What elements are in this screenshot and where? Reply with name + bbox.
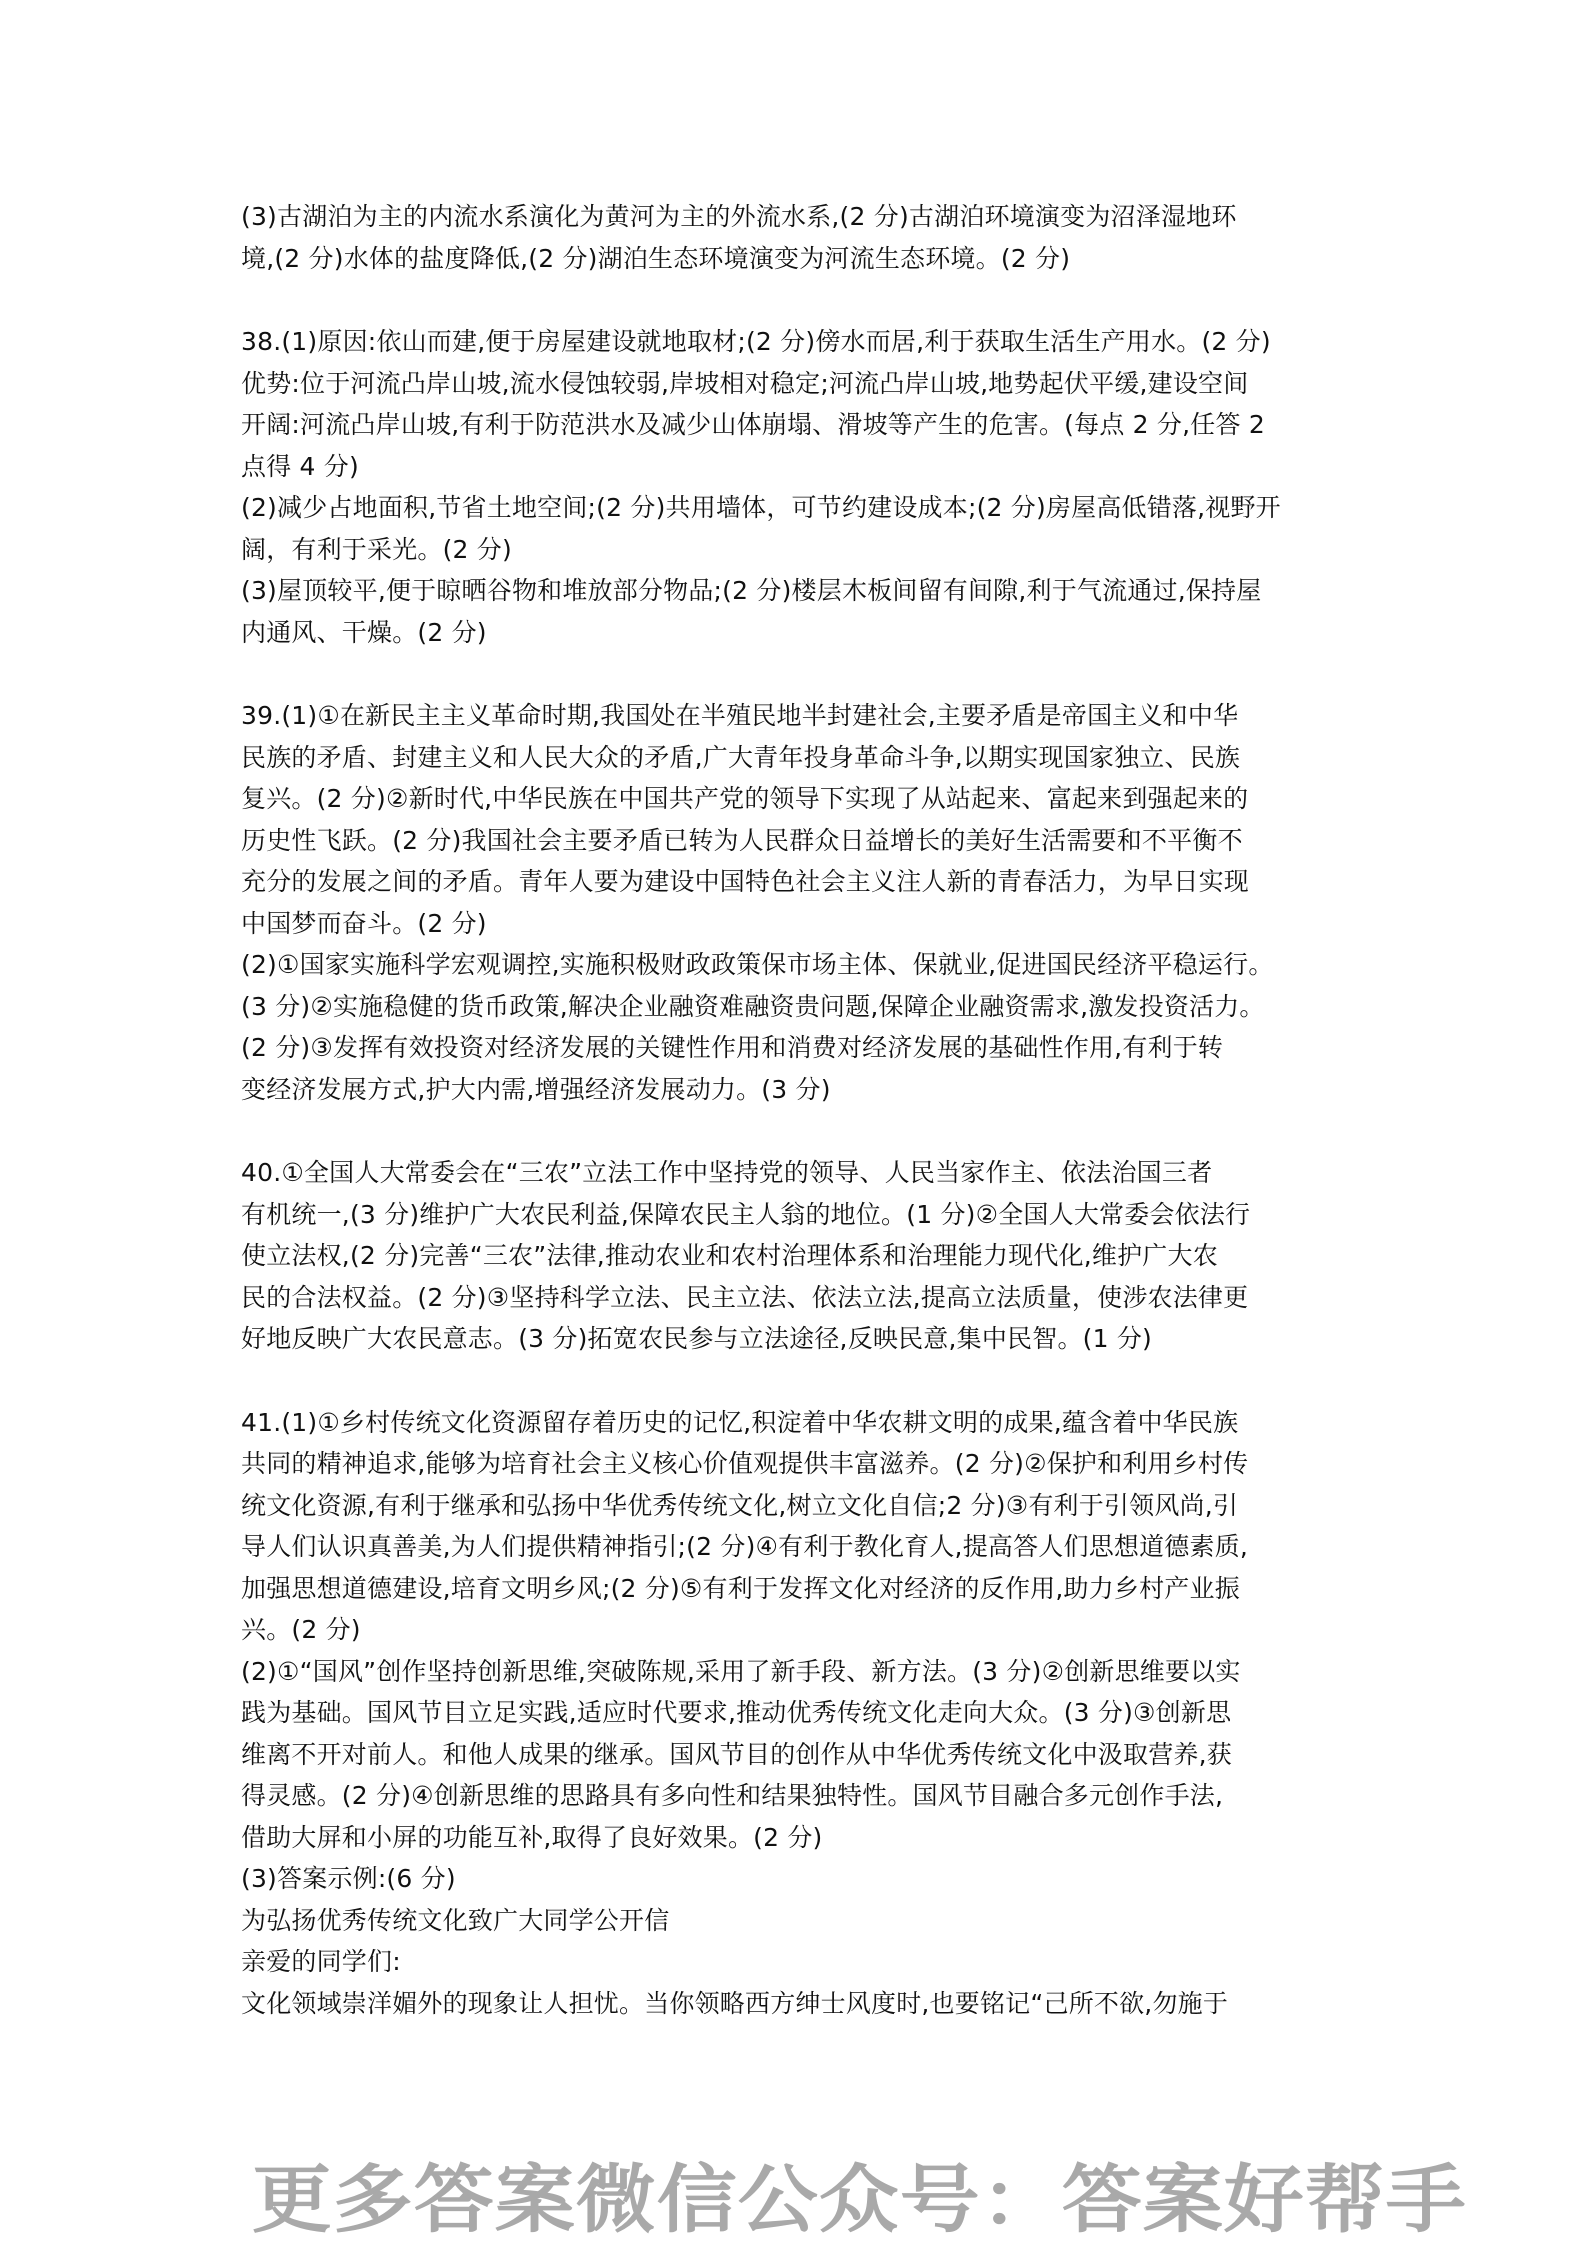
answer-q41 [241, 1402, 1351, 2025]
answer-q39 [241, 695, 1351, 1110]
text-line: 优势:位于河流凸岸山坡,流水侵蚀较弱,岸坡相对稳定;河流凸岸山坡,地势起伏平缓,建设空间 [241, 368, 1249, 398]
text-line: 共同的精神追求,能够为培育社会主义核心价值观提供丰富滋养。(2 分)②保护和利用乡村传 [241, 1449, 1249, 1478]
text-line: (2)减少占地面积,节省土地空间;(2 分)共用墙体，可节约建设成本;(2 分)房屋高低错落,视野开 [241, 493, 1281, 522]
text-line: 民族的矛盾、封建主义和人民大众的矛盾,广大青年投身革命斗争,以期实现国家独立、民族 [241, 742, 1241, 772]
answer-key-page [241, 196, 1351, 2066]
text-line: (3)古湖泊为主的内流水系演化为黄河为主的外流水系,(2 分)古湖泊环境演变为沼泽湿地环 [241, 202, 1237, 231]
text-line: 开阔:河流凸岸山坡,有利于防范洪水及减少山体崩塌、滑坡等产生的危害。(每点 2 分,任答 2 [241, 410, 1265, 439]
text-line: 践为基础。国风节目立足实践,适应时代要求,推动优秀传统文化走向大众。(3 分)③创新思 [241, 1698, 1232, 1727]
text-line: 内通风、干燥。(2 分) [241, 617, 487, 647]
text-line: 38.(1)原因:依山而建,便于房屋建设就地取材;(2 分)傍水而居,利于获取生活生产用水。(2 分) [241, 327, 1271, 356]
text-line: 充分的发展之间的矛盾。青年人要为建设中国特色社会主义注人新的青春活力，为早日实现 [241, 867, 1250, 896]
text-line: 好地反映广大农民意志。(3 分)拓宽农民参与立法途径,反映民意,集中民智。(1 分) [241, 1324, 1153, 1353]
text-line: 复兴。(2 分)②新时代,中华民族在中国共产党的领导下实现了从站起来、富起来到强起来的 [241, 784, 1249, 813]
letter-title: 为弘扬优秀传统文化致广大同学公开信 [241, 1905, 670, 1935]
text-line: 41.(1)①乡村传统文化资源留存着历史的记忆,积淀着中华农耕文明的成果,蕴含着中华民族 [241, 1407, 1239, 1437]
answer-q40 [241, 1152, 1351, 1360]
watermark-banner: 更多答案微信公众号：答案好帮手 [251, 2157, 1467, 2243]
text-line: 使立法权,(2 分)完善“三农”法律,推动农业和农村治理体系和治理能力现代化,维护广大农 [241, 1241, 1218, 1270]
text-line: 兴。(2 分) [241, 1615, 361, 1644]
text-line: 变经济发展方式,护大内需,增强经济发展动力。(3 分) [241, 1074, 831, 1104]
text-line: 文化领域崇洋媚外的现象让人担忧。当你领略西方绅士风度时,也要铭记“己所不欲,勿施于 [241, 1988, 1229, 2018]
text-line: 40.①全国人大常委会在“三农”立法工作中坚持党的领导、人民当家作主、依法治国三者 [241, 1158, 1213, 1187]
text-line: 得灵感。(2 分)④创新思维的思路具有多向性和结果独特性。国风节目融合多元创作手法, [241, 1781, 1224, 1810]
text-line: 有机统一,(3 分)维护广大农民利益,保障农民主人翁的地位。(1 分)②全国人大常委会依法行 [241, 1199, 1251, 1229]
text-line: 39.(1)①在新民主主义革命时期,我国处在半殖民地半封建社会,主要矛盾是帝国主义和中华 [241, 701, 1239, 730]
text-line: (2)①“国风”创作坚持创新思维,突破陈规,采用了新手段、新方法。(3 分)②创新思维要以实 [241, 1656, 1241, 1686]
text-line: 阔，有利于采光。(2 分) [241, 534, 512, 564]
text-line: 导人们认识真善美,为人们提供精神指引;(2 分)④有利于教化育人,提高答人们思想道德素质, [241, 1532, 1249, 1561]
text-line: 中国梦而奋斗。(2 分) [241, 908, 487, 938]
text-line: 维离不开对前人。和他人成果的继承。国风节目的创作从中华优秀传统文化中汲取营养,获 [241, 1739, 1232, 1769]
text-line: (2 分)③发挥有效投资对经济发展的关键性作用和消费对经济发展的基础性作用,有利于转 [241, 1033, 1224, 1062]
text-line: 境,(2 分)水体的盐度降低,(2 分)湖泊生态环境演变为河流生态环境。(2 分) [241, 243, 1071, 273]
text-line: 借助大屏和小屏的功能互补,取得了良好效果。(2 分) [241, 1822, 823, 1852]
text-line: 统文化资源,有利于继承和弘扬中华优秀传统文化,树立文化自信;2 分)③有利于引领风尚,引 [241, 1490, 1239, 1520]
answer-q37-part3 [241, 196, 1351, 279]
text-line: (2)①国家实施科学宏观调控,实施积极财政政策保市场主体、保就业,促进国民经济平稳运行。 [241, 950, 1274, 979]
text-line: 民的合法权益。(2 分)③坚持科学立法、民主立法、依法立法,提高立法质量，使涉农法律更 [241, 1282, 1249, 1312]
text-line: 点得 4 分) [241, 451, 359, 481]
text-line: (3)屋顶较平,便于晾晒谷物和堆放部分物品;(2 分)楼层木板间留有间隙,利于气流通过,保持屋 [241, 576, 1262, 605]
text-line: 历史性飞跃。(2 分)我国社会主要矛盾已转为人民群众日益增长的美好生活需要和不平衡不 [241, 825, 1243, 855]
text-line: (3)答案示例:(6 分) [241, 1864, 456, 1893]
text-line: 加强思想道德建设,培育文明乡风;(2 分)⑤有利于发挥文化对经济的反作用,助力乡村产业振 [241, 1573, 1240, 1603]
letter-salutation: 亲爱的同学们: [241, 1947, 401, 1976]
answer-q38 [241, 321, 1351, 653]
text-line: (3 分)②实施稳健的货币政策,解决企业融资难融资贵问题,保障企业融资需求,激发投资活力。 [241, 991, 1265, 1021]
